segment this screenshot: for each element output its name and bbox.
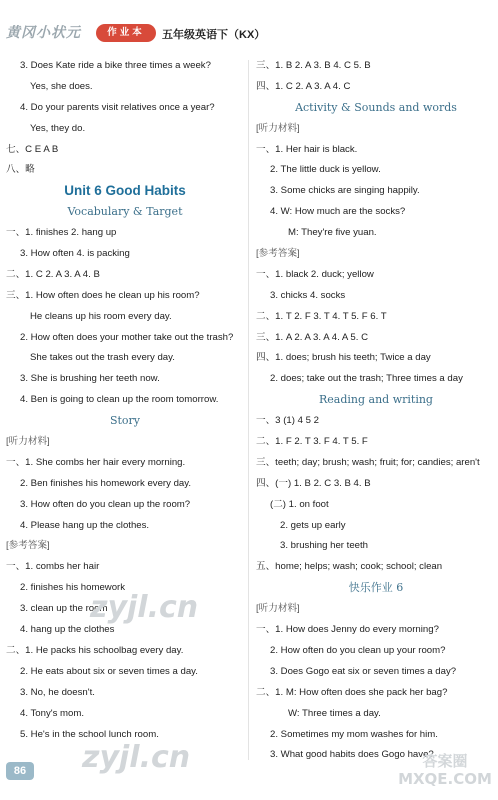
- answer-line: 四、1. does; brush his teeth; Twice a day: [256, 352, 431, 364]
- answer-line: 3. clean up the room: [20, 603, 108, 615]
- answer-line: 3. She is brushing her teeth now.: [20, 373, 160, 385]
- answer-line: She takes out the trash every day.: [30, 352, 175, 364]
- section-tag: [参考答案]: [6, 540, 50, 552]
- column-divider: [248, 60, 249, 760]
- answer-line: 3. brushing her teeth: [280, 540, 369, 552]
- workbook-badge: 作业本: [96, 24, 156, 42]
- section-tag: [听力材料]: [256, 603, 300, 615]
- book-title: 五年级英语下（KX）: [162, 29, 266, 41]
- answer-line: 一、1. combs her hair: [6, 561, 100, 573]
- answer-line: 3. How often 4. is packing: [20, 248, 130, 260]
- section-heading: Activity & Sounds and words: [295, 100, 457, 114]
- answer-line: 一、1. Her hair is black.: [256, 143, 358, 155]
- answer-line: (二) 1. on foot: [270, 498, 329, 510]
- brand-logo: 黄冈小状元: [6, 25, 81, 41]
- answer-line: 5. He's in the school lunch room.: [20, 728, 159, 740]
- answer-line: 七、C E A B: [6, 143, 59, 155]
- answer-line: 3. What good habits does Gogo have?: [270, 749, 434, 761]
- section-tag: [参考答案]: [256, 248, 300, 260]
- answer-line: 三、1. B 2. A 3. B 4. C 5. B: [256, 60, 371, 71]
- answer-line: 4. hang up the clothes: [20, 624, 115, 636]
- answer-line: 4. Do your parents visit relatives once a year?: [20, 101, 215, 113]
- answer-line: 3. Does Gogo eat six or seven times a day?: [270, 665, 457, 677]
- unit-title: Unit 6 Good Habits: [64, 183, 186, 199]
- answer-line: 一、1. She combs her hair every morning.: [6, 456, 186, 468]
- answer-line: 三、teeth; day; brush; wash; fruit; for; candies; aren't: [256, 456, 480, 468]
- answer-line: 一、3 (1) 4 5 2: [256, 415, 319, 427]
- answer-line: 2. finishes his homework: [20, 582, 126, 594]
- page-header: [0, 0, 498, 54]
- answer-line: 2. does; take out the trash; Three times a day: [270, 373, 463, 385]
- answer-line: 一、1. black 2. duck; yellow: [256, 268, 374, 280]
- answer-line: 2. Sometimes my mom washes for him.: [270, 728, 438, 740]
- answer-line: 2. The little duck is yellow.: [270, 164, 381, 176]
- answer-line: 2. Ben finishes his homework every day.: [20, 477, 191, 489]
- answer-line: Yes, she does.: [30, 80, 93, 92]
- answer-line: 二、1. C 2. A 3. A 4. B: [6, 268, 100, 280]
- section-heading: 快乐作业 6: [348, 581, 404, 595]
- answer-line: Yes, they do.: [30, 122, 86, 134]
- watermark-corner: 答案圈 MXQE.COM: [398, 752, 492, 788]
- answer-line: 3. How often do you clean up the room?: [20, 498, 191, 510]
- answer-line: 3. Some chicks are singing happily.: [270, 185, 420, 197]
- answer-line: 3. No, he doesn't.: [20, 686, 95, 698]
- watermark-mid: zyjl.cn: [90, 590, 199, 625]
- answer-line: 4. Please hang up the clothes.: [20, 519, 150, 531]
- answer-line: 四、1. C 2. A 3. A 4. C: [256, 80, 351, 92]
- answer-line: 2. gets up early: [280, 519, 346, 531]
- answer-line: 二、1. T 2. F 3. T 4. T 5. F 6. T: [256, 310, 387, 322]
- left-column: [6, 56, 244, 745]
- answer-line: 八、略: [6, 164, 35, 176]
- answer-line: 3. chicks 4. socks: [270, 289, 346, 301]
- right-column: [256, 56, 496, 766]
- answer-line: 二、1. F 2. T 3. F 4. T 5. F: [256, 436, 368, 448]
- section-tag: [听力材料]: [256, 122, 300, 134]
- answer-line: 一、1. How does Jenny do every morning?: [256, 624, 439, 636]
- answer-line: 2. How often does your mother take out the trash?: [20, 331, 234, 343]
- section-heading: Story: [109, 414, 141, 428]
- answer-line: 4. Tony's mom.: [20, 707, 85, 719]
- answer-line: 三、1. A 2. A 3. A 4. A 5. C: [256, 331, 368, 343]
- section-tag: [听力材料]: [6, 436, 50, 448]
- answer-line: W: Three times a day.: [288, 707, 381, 719]
- answer-line: 四、(一) 1. B 2. C 3. B 4. B: [256, 477, 371, 489]
- answer-line: 2. He eats about six or seven times a day.: [20, 665, 198, 677]
- answer-line: 4. Ben is going to clean up the room tomorrow.: [20, 394, 219, 406]
- answer-line: 二、1. He packs his schoolbag every day.: [6, 644, 184, 656]
- watermark-bottom: zyjl.cn: [82, 740, 191, 775]
- answer-line: He cleans up his room every day.: [30, 310, 172, 322]
- answer-line: 一、1. finishes 2. hang up: [6, 227, 117, 239]
- answer-line: 4. W: How much are the socks?: [270, 206, 406, 218]
- answer-line: 三、1. How often does he clean up his room?: [6, 289, 200, 301]
- section-heading: Reading and writing: [319, 393, 433, 407]
- answer-line: 3. Does Kate ride a bike three times a week?: [20, 60, 211, 71]
- answer-line: M: They're five yuan.: [288, 227, 377, 239]
- answer-line: 五、home; helps; wash; cook; school; clean: [256, 561, 443, 573]
- page-number: 86: [6, 762, 34, 780]
- answer-line: 二、1. M: How often does she pack her bag?: [256, 686, 448, 698]
- section-heading: Vocabulary & Target: [67, 205, 183, 219]
- answer-line: 2. How often do you clean up your room?: [270, 644, 446, 656]
